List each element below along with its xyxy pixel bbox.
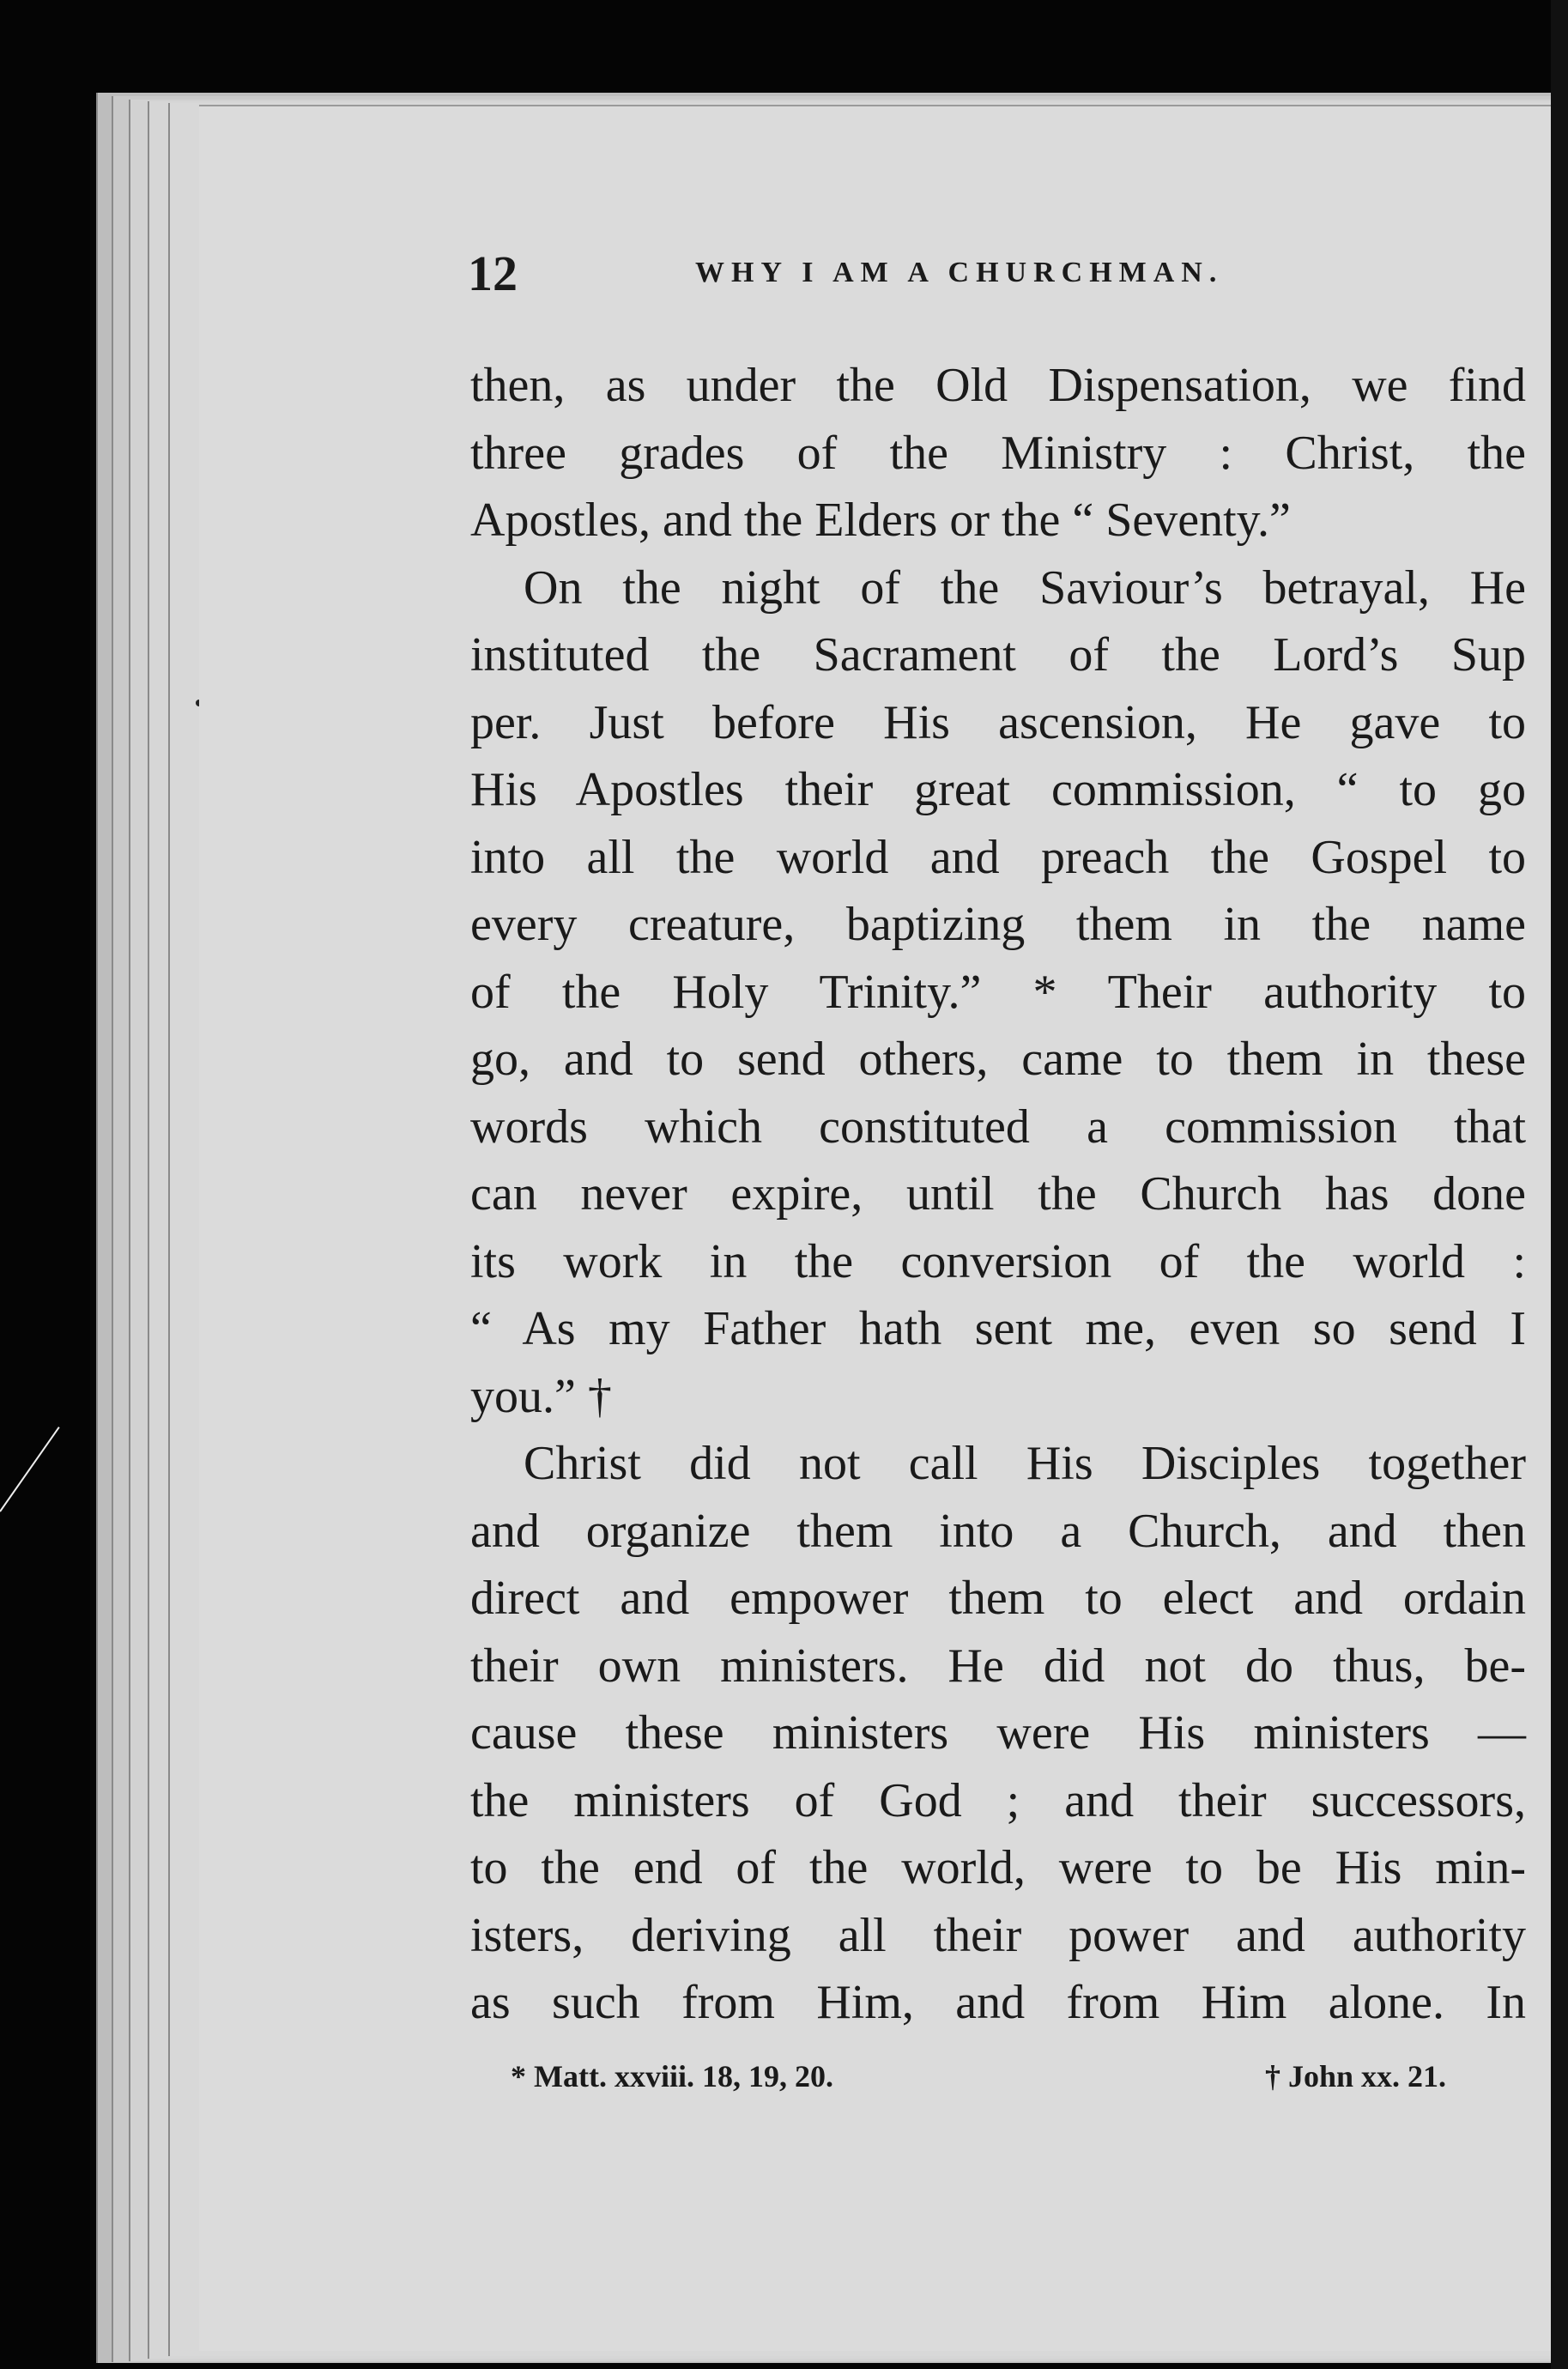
footnote-matthew: * Matt. xxviii. 18, 19, 20. [511,2059,833,2093]
text-line: Christ did not call His Disciples together [524,1437,1526,1490]
text-line: “ As my Father hath sent me, even so send I [470,1302,1526,1355]
body-text [470,352,1526,2037]
text-line: can never expire, until the Church has done [470,1167,1526,1221]
footnotes [511,2058,1446,2110]
text-line: instituted the Sacrament of the Lord’s Sup [470,628,1526,682]
page-header [468,245,1541,313]
text-line: as such from Him, and from Him alone. In [470,1976,1526,2029]
scan-edge [1551,0,1568,2369]
text-line: the ministers of God ; and their successors, [470,1773,1526,1827]
text-line: direct and empower them to elect and ordain [470,1572,1526,1625]
text-line: words which constituted a commission that [470,1100,1526,1154]
text-line: into all the world and preach the Gospel to [470,830,1526,884]
text-line: three grades of the Ministry : Christ, the [470,426,1526,480]
text-line: Apostles, and the Elders or the “ Seventy.” [470,494,1291,547]
text-line: His Apostles their great commission, “ to go [470,763,1526,816]
text-line: their own ministers. He did not do thus, be- [470,1639,1526,1693]
text-line: per. Just before His ascension, He gave to [470,695,1526,749]
text-line: to the end of the world, were to be His min- [470,1841,1526,1894]
text-line: On the night of the Saviour’s betrayal, He [524,560,1526,615]
text-line: every creature, baptizing them in the name [470,898,1526,951]
footnote-john: † John xx. 21. [1264,2059,1446,2093]
running-title: WHY I AM A CHURCHMAN. [695,257,1224,288]
text-line: cause these ministers were His ministers — [470,1706,1526,1760]
text-line: you.” † [470,1369,612,1423]
text-line: and organize them into a Church, and then [470,1504,1526,1558]
text-line: of the Holy Trinity.” * Their authority to [470,965,1526,1019]
text-line: go, and to send others, came to them in these [470,1033,1526,1086]
text-line: then, as under the Old Dispensation, we find [470,359,1526,412]
text-line: its work in the conversion of the world : [470,1234,1526,1288]
text-line: isters, deriving all their power and authority [470,1908,1526,1962]
page-number: 12 [468,245,518,301]
